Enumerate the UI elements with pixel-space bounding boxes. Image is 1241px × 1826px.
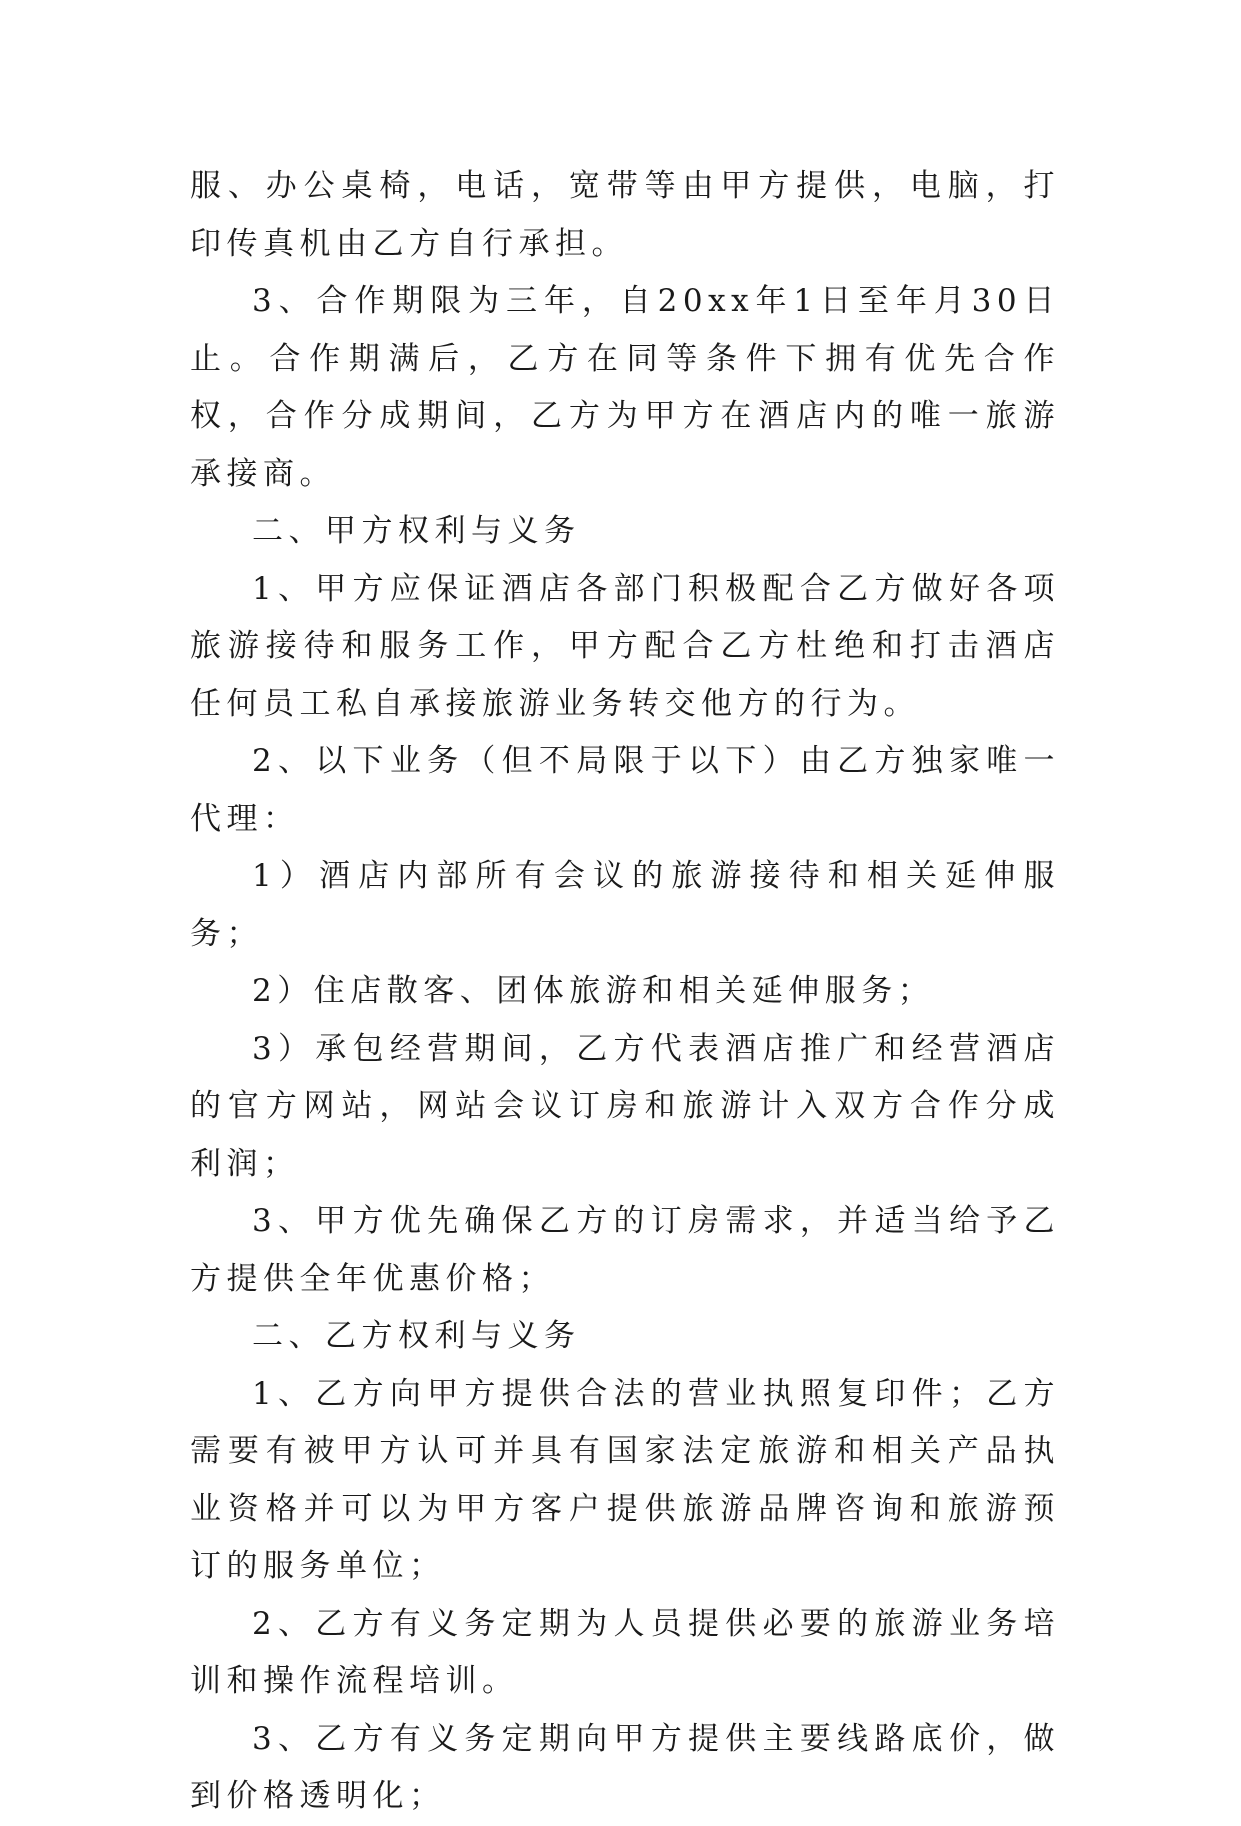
paragraph: 服、办公桌椅，电话，宽带等由甲方提供，电脑，打印传真机由乙方自行承担。 bbox=[190, 168, 1060, 262]
paragraph: 3、甲方优先确保乙方的订房需求，并适当给予乙方提供全年优惠价格； bbox=[190, 1203, 1060, 1297]
paragraph: 2、以下业务（但不局限于以下）由乙方独家唯一代理： bbox=[190, 743, 1060, 837]
paragraph: 1、甲方应保证酒店各部门积极配合乙方做好各项旅游接待和服务工作，甲方配合乙方杜绝和打击酒店任何员工私自承接旅游业务转交他方的行为。 bbox=[190, 570, 1060, 722]
list-item: 2）住店散客、团体旅游和相关延伸服务； bbox=[252, 973, 935, 1009]
paragraph: 3、乙方有义务定期向甲方提供主要线路底价，做到价格透明化； bbox=[190, 1720, 1060, 1814]
paragraph: 3、合作期限为三年，自20xx年1日至年月30日止。合作期满后，乙方在同等条件下拥有优先合作权，合作分成期间，乙方为甲方在酒店内的唯一旅游承接商。 bbox=[190, 283, 1060, 492]
document-body bbox=[190, 158, 1060, 1826]
paragraph: 2、乙方有义务定期为人员提供必要的旅游业务培训和操作流程培训。 bbox=[190, 1605, 1060, 1699]
section-heading: 二、乙方权利与义务 bbox=[252, 1318, 581, 1354]
paragraph: 1、乙方向甲方提供合法的营业执照复印件；乙方需要有被甲方认可并具有国家法定旅游和相关产品执业资格并可以为甲方客户提供旅游品牌咨询和旅游预订的服务单位； bbox=[190, 1375, 1060, 1584]
section-heading: 二、甲方权利与义务 bbox=[252, 513, 581, 549]
list-item: 1）酒店内部所有会议的旅游接待和相关延伸服务； bbox=[190, 858, 1060, 952]
list-item: 3）承包经营期间，乙方代表酒店推广和经营酒店的官方网站，网站会议订房和旅游计入双方合作分成利润； bbox=[190, 1030, 1060, 1182]
